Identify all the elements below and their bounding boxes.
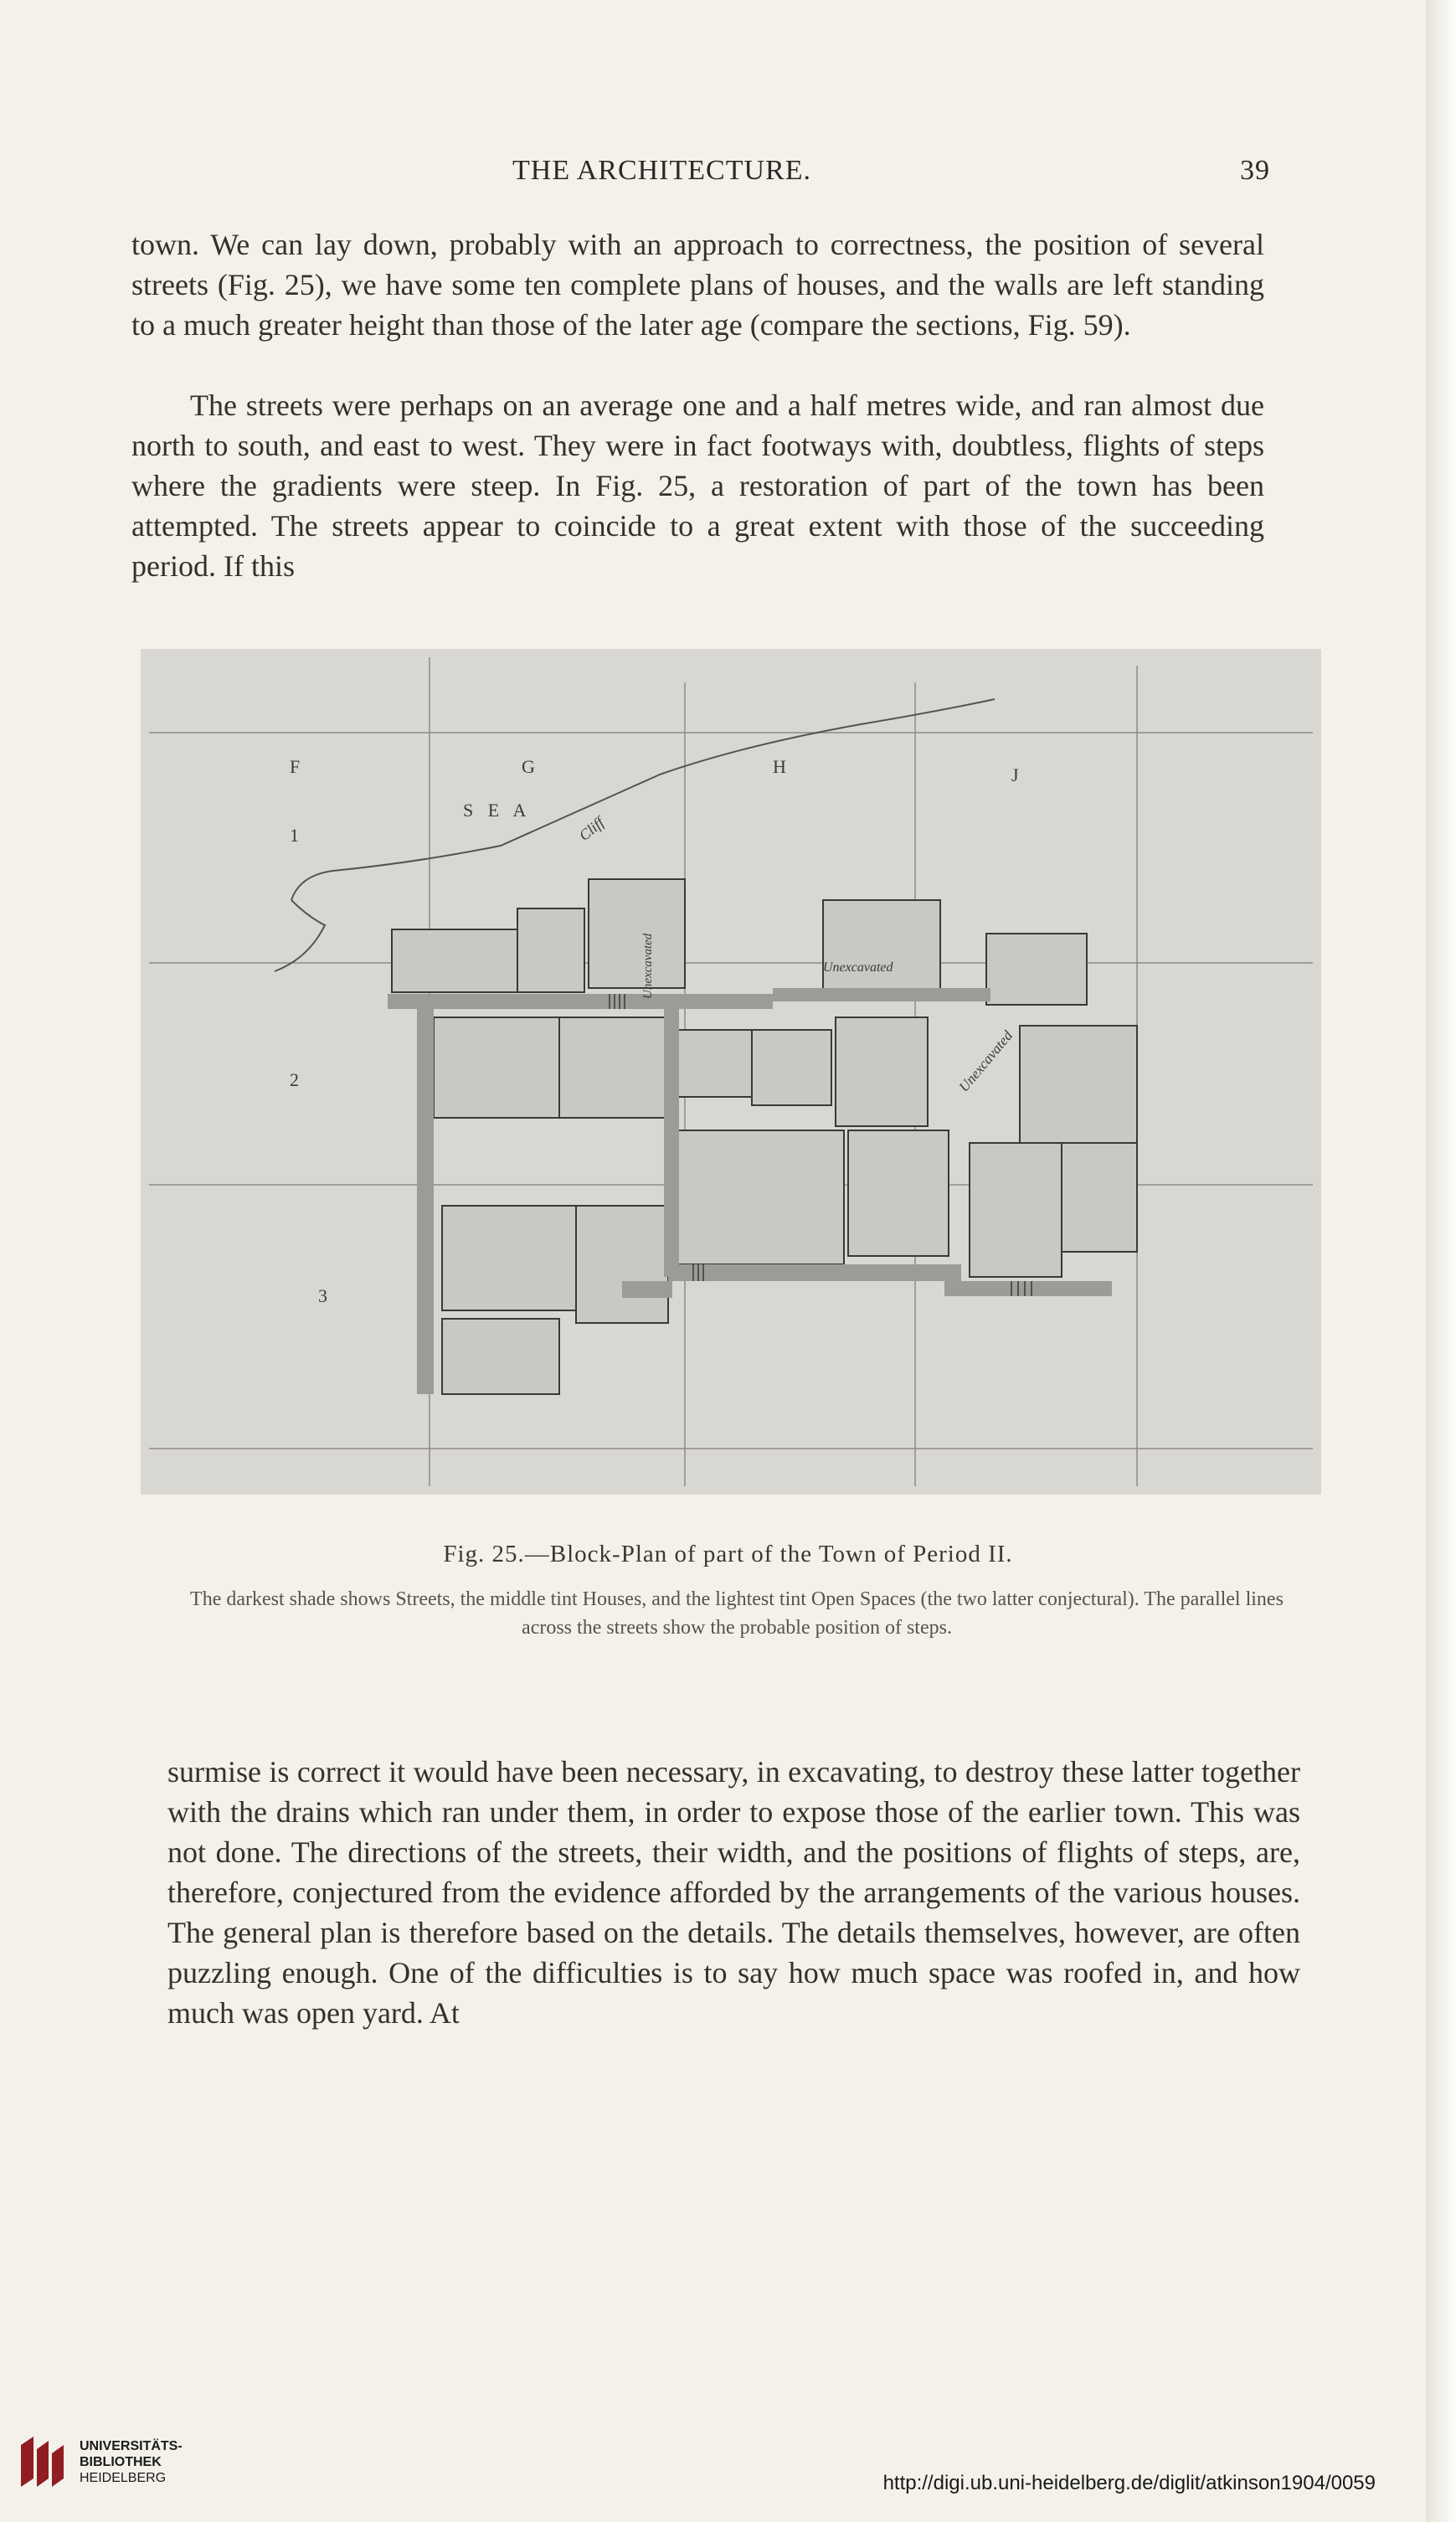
unexcavated-label-2: Unexcavated <box>641 933 655 999</box>
grid-label-G: G <box>522 756 535 777</box>
logo-line-2: BIBLIOTHEK <box>80 2455 162 2469</box>
grid-label-2: 2 <box>290 1069 299 1090</box>
grid-label-F: F <box>290 756 301 777</box>
cliff-label: Cliff <box>575 814 608 845</box>
page-gutter <box>1426 0 1456 2522</box>
library-logo-icon <box>17 2428 67 2495</box>
paragraph-3: surmise is correct it would have been necessary, in excavating, to destroy these latter together with the drains which ran under them, in order to expose those of the earlier town. This was not done. The directions of the streets, their width, and the positions of flights of steps, are, therefore, conjectured from the evidence afforded by the arrangements of the various houses. The general plan is therefore based on the details. The details themselves, however, are often puzzling enough. One of the difficulties is to say how much space was roofed in, and how much was open yard. At <box>167 1755 1300 2030</box>
page-number: 39 <box>1240 155 1270 186</box>
paragraph-1: town. We can lay down, probably with an approach to correctness, the position of several streets (Fig. 25), we have some ten complete plans of houses, and the walls are left standing to a much greater height than those of the later age (compare the sections, Fig. 59). <box>131 228 1264 342</box>
block-plan-figure <box>141 649 1321 1495</box>
grid-label-3: 3 <box>318 1285 327 1306</box>
source-url[interactable]: http://digi.ub.uni-heidelberg.de/diglit/atkinson1904/0059 <box>882 2472 1376 2494</box>
grid-label-J: J <box>1011 764 1019 785</box>
figure-caption-text: The darkest shade shows Streets, the middle tint Houses, and the lightest tint Open Spaces (the two latter conjectural). The parallel lines across the streets show the probable position of steps. <box>190 1588 1284 1639</box>
unexcavated-label-1: Unexcavated <box>823 960 893 975</box>
running-title: THE ARCHITECTURE. <box>512 155 811 186</box>
sea-label: S E A <box>463 800 532 821</box>
grid-label-1: 1 <box>290 825 299 846</box>
logo-line-1: UNIVERSITÄTS- <box>80 2439 183 2453</box>
paragraph-2: The streets were perhaps on an average one and a half metres wide, and ran almost due north to south, and east to west. They were in fact footways with, doubtless, flights of steps where the gradients were steep. In Fig. 25, a restoration of part of the town has been attempted. The streets appear to coincide to a great extent with those of the succeeding period. If this <box>131 389 1264 583</box>
unexcavated-label-3: Unexcavated <box>955 1027 1016 1095</box>
grid-label-H: H <box>773 756 786 777</box>
library-logo-text <box>80 2438 183 2486</box>
block-plan-svg <box>141 649 1321 1495</box>
library-logo <box>17 2428 209 2495</box>
figure-caption-title: Fig. 25.—Block-Plan of part of the Town of Period II. <box>443 1541 1013 1567</box>
logo-line-3: HEIDELBERG <box>80 2471 167 2485</box>
